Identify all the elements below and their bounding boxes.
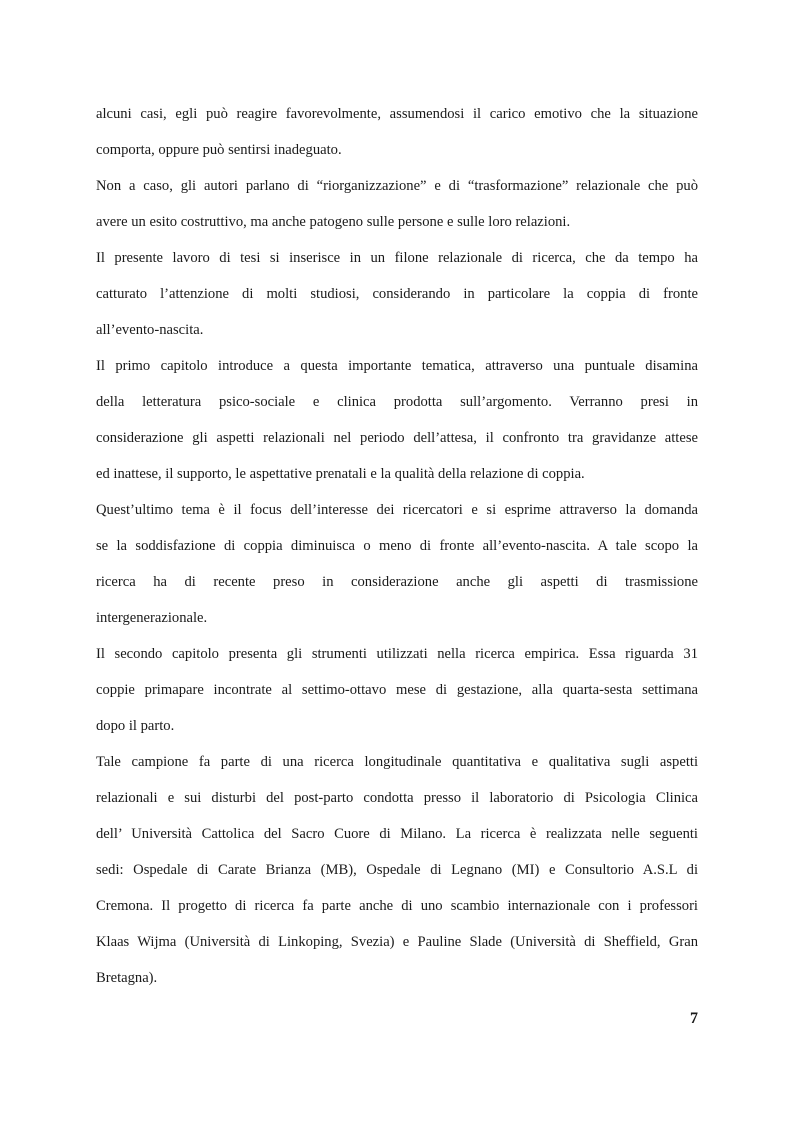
text-line: ed inattese, il supporto, le aspettative prenatali e la qualità della relazione di coppia. [96,466,585,482]
text-line: ricerca ha di recente preso in considerazione anche gli aspetti di trasmissione [96,574,698,590]
text-line: coppie primapare incontrate al settimo-ottavo mese di gestazione, alla quarta-sesta settimana [96,682,698,698]
text-line: Tale campione fa parte di una ricerca longitudinale quantitativa e qualitativa sugli aspetti [96,754,698,770]
text-line: relazionali e sui disturbi del post-parto condotta presso il laboratorio di Psicologia Clinica [96,790,698,806]
text-line: intergenerazionale. [96,610,208,626]
text-line: Cremona. Il progetto di ricerca fa parte anche di uno scambio internazionale con i professori [96,898,698,914]
text-line: sedi: Ospedale di Carate Brianza (MB), Ospedale di Legnano (MI) e Consultorio A.S.L di [96,862,698,878]
text-line: della letteratura psico-sociale e clinica prodotta sull’argomento. Verranno presi in [96,394,698,410]
text-line: alcuni casi, egli può reagire favorevolmente, assumendosi il carico emotivo che la situazione [96,106,698,122]
text-line: comporta, oppure può sentirsi inadeguato. [96,142,342,158]
text-line: Quest’ultimo tema è il focus dell’interesse dei ricercatori e si esprime attraverso la domanda [96,502,698,518]
text-line: Il primo capitolo introduce a questa importante tematica, attraverso una puntuale disamina [96,358,698,374]
text-line: Bretagna). [96,970,158,986]
text-line: Klaas Wijma (Università di Linkoping, Svezia) e Pauline Slade (Università di Sheffield, Gran [96,934,698,950]
text-line: catturato l’attenzione di molti studiosi, considerando in particolare la coppia di fronte [96,286,698,302]
body-text [96,96,698,996]
text-line: Non a caso, gli autori parlano di “riorganizzazione” e di “trasformazione” relazionale che può [96,178,698,194]
text-line: avere un esito costruttivo, ma anche patogeno sulle persone e sulle loro relazioni. [96,214,571,230]
text-line: dopo il parto. [96,718,175,734]
text-line: se la soddisfazione di coppia diminuisca o meno di fronte all’evento-nascita. A tale scopo la [96,538,698,554]
text-line: Il presente lavoro di tesi si inserisce in un filone relazionale di ricerca, che da tempo ha [96,250,698,266]
text-line: all’evento-nascita. [96,322,204,338]
text-line: considerazione gli aspetti relazionali nel periodo dell’attesa, il confronto tra gravidanze attese [96,430,698,446]
page-number: 7 [690,1010,698,1027]
text-line: dell’ Università Cattolica del Sacro Cuore di Milano. La ricerca è realizzata nelle seguenti [96,826,698,842]
text-line: Il secondo capitolo presenta gli strumenti utilizzati nella ricerca empirica. Essa riguarda 31 [96,646,698,662]
